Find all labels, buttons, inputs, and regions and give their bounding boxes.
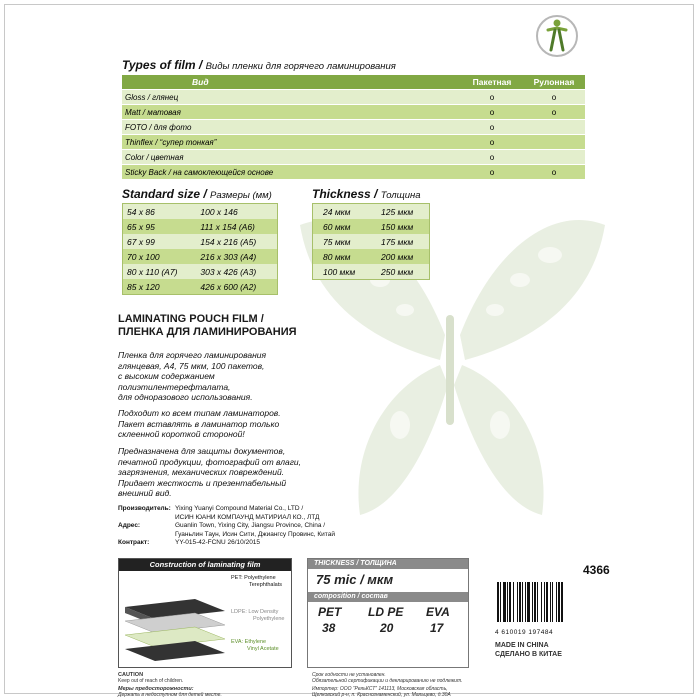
desc-line: для одноразового использования. bbox=[118, 392, 253, 402]
table-row bbox=[123, 234, 278, 249]
film-layers-icon bbox=[125, 577, 225, 665]
cell: o bbox=[461, 165, 523, 180]
cell: 200 мкм bbox=[371, 249, 430, 264]
cell: 303 x 426 (A3) bbox=[196, 264, 277, 279]
made-in-en: MADE IN CHINA bbox=[495, 642, 549, 649]
fit-line: Подходит ко всем типам ламинаторов. bbox=[118, 408, 281, 418]
barcode-bar bbox=[522, 582, 523, 622]
purpose-line: Предназначена для защиты документов, bbox=[118, 446, 286, 456]
fit-line: Пакет вставлять в ламинатор только bbox=[118, 418, 280, 429]
producer-label: Производитель: bbox=[118, 505, 171, 512]
table-row bbox=[122, 120, 585, 135]
cell: 80 мкм bbox=[313, 249, 372, 264]
composition-label: composition / состав bbox=[308, 592, 468, 602]
barcode-bar bbox=[541, 582, 542, 622]
cell: Matt / матовая bbox=[122, 105, 461, 120]
table-row bbox=[313, 264, 430, 280]
barcode-bar bbox=[537, 582, 538, 622]
layer-line: Polyethylene bbox=[253, 615, 285, 622]
article-number: 4366 bbox=[583, 563, 610, 577]
caution-ru bbox=[118, 686, 222, 698]
table-row bbox=[122, 150, 585, 165]
cell: 67 x 99 bbox=[123, 234, 197, 249]
barcode-bar bbox=[503, 582, 506, 622]
barcode-bar bbox=[500, 582, 501, 622]
address-line: Гуаньлин Таун, Исин Сити, Джиангсу Провинс, Китай bbox=[175, 530, 335, 538]
comp-col-ldpe: LD PE bbox=[368, 605, 404, 619]
header-cell: Рулонная bbox=[523, 75, 585, 90]
cell: 70 x 100 bbox=[123, 249, 197, 264]
barcode bbox=[495, 582, 598, 634]
barcode-bar bbox=[527, 582, 530, 622]
cell bbox=[523, 135, 585, 150]
barcode-bar bbox=[507, 582, 508, 622]
barcode-bar bbox=[517, 582, 518, 622]
thickness-value: 75 mic / мкм bbox=[316, 572, 394, 587]
comp-val-pet: 38 bbox=[322, 621, 336, 635]
cell: 60 мкм bbox=[313, 219, 372, 234]
footer-line: Щелковский р-н, п. Краснознаменский, ул. Мальцево, д.30А bbox=[312, 692, 451, 698]
caution-text-ru: Держать в недоступном для детей месте. bbox=[118, 692, 222, 698]
cell: 150 мкм bbox=[371, 219, 430, 234]
purpose-line: загрязнения, механических повреждений. bbox=[118, 467, 285, 477]
table-row bbox=[123, 204, 278, 220]
caution-en bbox=[118, 672, 183, 684]
comp-col-eva: EVA bbox=[426, 605, 450, 619]
cell: Color / цветная bbox=[122, 150, 461, 165]
cell: 175 мкм bbox=[371, 234, 430, 249]
purpose-line: печатной продукции, фотографий от влаги, bbox=[118, 456, 301, 467]
barcode-bar bbox=[544, 582, 545, 622]
footer-importer bbox=[312, 686, 451, 698]
table-header-row bbox=[122, 75, 585, 90]
purpose-line: Придает жесткость и презентабельный bbox=[118, 477, 287, 488]
comp-col-pet: PET bbox=[318, 605, 342, 619]
product-heading-ru: ПЛЕНКА ДЛЯ ЛАМИНИРОВАНИЯ bbox=[118, 326, 297, 338]
cell: 154 x 216 (A5) bbox=[196, 234, 277, 249]
barcode-bar bbox=[509, 582, 511, 622]
cell: 250 мкм bbox=[371, 264, 430, 280]
barcode-bar bbox=[513, 582, 514, 622]
product-description bbox=[118, 350, 348, 403]
desc-line: полиэтилентерефталата, bbox=[118, 381, 231, 392]
cell: o bbox=[461, 105, 523, 120]
address-value bbox=[175, 522, 335, 539]
barcode-bar bbox=[497, 582, 499, 622]
layer-line: LDPE: Low Density bbox=[231, 609, 279, 615]
table-row bbox=[123, 279, 278, 295]
cell bbox=[523, 120, 585, 135]
cell: o bbox=[523, 90, 585, 105]
barcode-bar bbox=[525, 582, 526, 622]
cell: 80 x 110 (A7) bbox=[123, 264, 197, 279]
construction-title: Construction of laminating film bbox=[119, 559, 291, 571]
barcode-bar bbox=[556, 582, 557, 622]
cell: 75 мкм bbox=[313, 234, 372, 249]
table-row bbox=[313, 234, 430, 249]
cell bbox=[523, 150, 585, 165]
cell: 111 x 154 (A6) bbox=[196, 219, 277, 234]
standard-size-table bbox=[122, 203, 278, 295]
barcode-bar bbox=[561, 582, 563, 622]
barcode-icon bbox=[495, 582, 598, 624]
caution-title-ru: Меры предосторожности: bbox=[118, 686, 194, 692]
cell: 125 мкм bbox=[371, 204, 430, 220]
comp-val-eva: 17 bbox=[430, 621, 444, 635]
product-purpose bbox=[118, 446, 348, 499]
layer-ldpe-label bbox=[231, 609, 285, 622]
layer-line: Vinyl Acetate bbox=[247, 645, 279, 652]
table-row bbox=[122, 165, 585, 180]
desc-line: глянцевая, А4, 75 мкм, 100 пакетов, bbox=[118, 360, 265, 371]
address-label: Адрес: bbox=[118, 522, 141, 529]
table-row bbox=[122, 90, 585, 105]
footer-line: Обязательной сертификации и декларированию не подлежит. bbox=[312, 678, 463, 684]
product-fit-note bbox=[118, 408, 348, 440]
table-row bbox=[122, 105, 585, 120]
sizes-title: Standard size / Размеры (мм) bbox=[122, 187, 272, 201]
cell: 24 мкм bbox=[313, 204, 372, 220]
layer-line: PET: Polyethylene bbox=[231, 575, 276, 581]
spec-panel bbox=[307, 558, 469, 668]
layer-line: Terephthalats bbox=[249, 581, 283, 588]
table-row bbox=[123, 249, 278, 264]
cell: o bbox=[461, 150, 523, 165]
cell: Gloss / глянец bbox=[122, 90, 461, 105]
product-heading-en: LAMINATING POUCH FILM / bbox=[118, 313, 264, 325]
construction-diagram bbox=[118, 558, 292, 668]
brand-logo-icon bbox=[535, 14, 579, 58]
purpose-line: внешний вид. bbox=[118, 488, 172, 498]
cell: 100 мкм bbox=[313, 264, 372, 280]
table-row bbox=[313, 249, 430, 264]
thickness-table bbox=[312, 203, 430, 280]
caution-title: CAUTION bbox=[118, 672, 144, 678]
barcode-digits: 4 610019 197484 bbox=[495, 629, 554, 636]
cell: 54 x 86 bbox=[123, 204, 197, 220]
cell: 426 x 600 (A2) bbox=[196, 279, 277, 295]
cell: o bbox=[461, 135, 523, 150]
footer-line: Срок годности не установлен. bbox=[312, 672, 386, 678]
thickness-title: Thickness / Толщина bbox=[312, 187, 421, 201]
barcode-bar bbox=[534, 582, 536, 622]
fit-line: склеенной короткой стороной! bbox=[118, 429, 245, 439]
address-line: Guanlin Town, Yixing City, Jiangsu Province, China / bbox=[175, 522, 326, 529]
table-row bbox=[123, 264, 278, 279]
table-row bbox=[122, 135, 585, 150]
barcode-bar bbox=[546, 582, 548, 622]
barcode-bar bbox=[552, 582, 553, 622]
table-row bbox=[313, 219, 430, 234]
cell: 65 x 95 bbox=[123, 219, 197, 234]
barcode-bar bbox=[550, 582, 551, 622]
caution-text: Keep out of reach of children. bbox=[118, 678, 184, 684]
made-in bbox=[495, 641, 562, 659]
barcode-bar bbox=[519, 582, 521, 622]
header-cell: Пакетная bbox=[461, 75, 523, 90]
cell: FOTO / для фото bbox=[122, 120, 461, 135]
desc-line: Пленка для горячего ламинирования bbox=[118, 350, 267, 360]
producer-value bbox=[175, 505, 319, 522]
producer-line: Yixing Yuanyi Compound Material Co., LTD / bbox=[175, 505, 304, 512]
layer-pet-label bbox=[231, 575, 282, 588]
film-types-table bbox=[122, 75, 585, 180]
barcode-bar bbox=[532, 582, 533, 622]
contract-label: Контракт: bbox=[118, 539, 150, 546]
thickness-label: THICKNESS / ТОЛЩИНА bbox=[308, 559, 468, 569]
header-cell: Вид bbox=[122, 75, 461, 90]
cell: o bbox=[461, 120, 523, 135]
cell: 100 x 146 bbox=[196, 204, 277, 220]
producer-line: ИСИН ЮАНИ КОМПАУНД МАТИРИАЛ КО., ЛТД bbox=[175, 513, 320, 521]
types-title: Types of film / Виды пленки для горячего ламинирования bbox=[122, 58, 396, 72]
cell: 216 x 303 (A4) bbox=[196, 249, 277, 264]
layer-eva-label bbox=[231, 639, 279, 652]
cell: Thinflex / “супер тонкая” bbox=[122, 135, 461, 150]
table-row bbox=[123, 219, 278, 234]
product-heading bbox=[118, 313, 297, 339]
footer-line: Импортер: ООО “РельКСТ” 141113, Московская область, bbox=[312, 686, 448, 692]
comp-val-ldpe: 20 bbox=[380, 621, 394, 635]
contract-value: YY-015-42-FCNU 26/10/2015 bbox=[175, 539, 261, 546]
table-row bbox=[313, 204, 430, 220]
desc-line: с высоким содержанием bbox=[118, 371, 215, 381]
cell: 85 x 120 bbox=[123, 279, 197, 295]
made-in-ru: СДЕЛАНО В КИТАЕ bbox=[495, 651, 562, 658]
cell: o bbox=[523, 165, 585, 180]
cell: o bbox=[461, 90, 523, 105]
footer-shelf-note bbox=[312, 672, 462, 684]
cell: Sticky Back / на самоклеющейся основе bbox=[122, 165, 461, 180]
cell: o bbox=[523, 105, 585, 120]
layer-line: EVA: Ethylene bbox=[231, 639, 267, 645]
barcode-bar bbox=[558, 582, 560, 622]
